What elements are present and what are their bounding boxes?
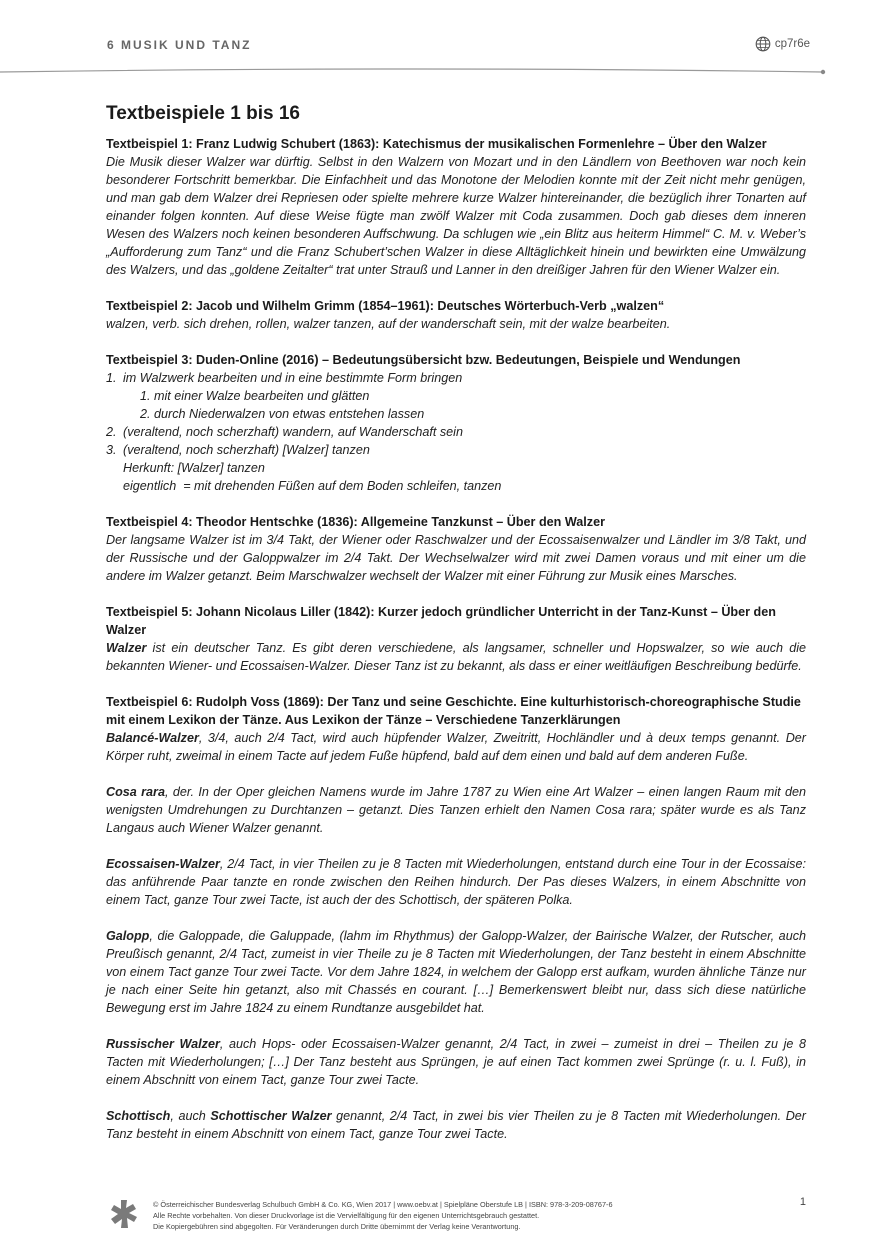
example-heading: Textbeispiel 5: Johann Nicolaus Liller (1842): Kurzer jedoch gründlicher Unterricht in der Tanz-Kunst – Über den Walzer <box>106 605 776 637</box>
online-code-text: cp7r6e <box>774 38 810 50</box>
text-example-2 <box>106 297 806 333</box>
entry-term: Ecossaisen-Walzer <box>106 857 220 871</box>
text-example-6 <box>106 693 806 1143</box>
lexicon-entry: Galopp, die Galoppade, die Galuppade, (lahm im Rhythmus) der Galopp-Walzer, der Bairische Walzer, der Rutscher, auch Preußisch genannt, 2/4 Tact, zumeist in vier Theile zu je 8 Tacten mit Wiederholungen, der Tanz besteht in einem Abschnitte von einem Tact ganze Tour zwei Tacte. Vor dem Jahre 1824, in welchem der Galopp erst aufkam, wurden ähnliche Tänze nur je nach einer Seite hin getanzt, also mit Chassés en courant. […] Bemerkenswert bleibt nur, dass sich diese natürliche Bewegung erst im Jahre 1824 zu einem Rundtanze ausgebildet hat. <box>106 929 806 1015</box>
copyright-notice: © Österreichischer Bundesverlag Schulbuch GmbH & Co. KG, Wien 2017 | www.oebv.at | Spielpläne Oberstufe LB | ISBN: 978-3-209-08767-6 Alle Rechte vorbehalten. Von dieser Druckvorlage ist die Vervielfältigung für den eigenen Unterrichtsgebrauch gestattet. Die Kopiergebühren sind abgegolten. Für Veränderungen durch Dritte übernimmt der Verlag keine Verantwortung. <box>153 1200 613 1231</box>
entry-term: Balancé-Walzer <box>106 731 199 745</box>
text-example-5 <box>106 603 806 675</box>
entry-term: Walzer <box>106 641 147 655</box>
list-item: 2. (veraltend, noch scherzhaft) wandern, auf Wanderschaft sein <box>106 425 463 439</box>
example-body: Walzer ist ein deutscher Tanz. Es gibt deren verschiedene, als langsamer, schneller und Hopswalzer, so wie auch die bekannten Wiener- und Ecossaisen-Walzer. Dieser Tanz ist zu bekannt, als dass er einer weitläufigen Beschreibung bedürfe. <box>106 641 806 673</box>
lexicon-entry: Cosa rara, der. In der Oper gleichen Namens wurde im Jahre 1787 zu Wien eine Art Walzer – einen langen Raum mit den wenigsten Umdrehungen zu Durchtanzen – getanzt. Dies Tanzen erhielt den Namen Cosa rara; später wurde es als Tanz Langaus auch Wiener Walzer genannt. <box>106 785 806 835</box>
example-heading: Textbeispiel 1: Franz Ludwig Schubert (1863): Katechismus der musikalischen Formenlehre – Über den Walzer <box>106 137 767 151</box>
list-item: 3. (veraltend, noch scherzhaft) [Walzer] tanzen <box>106 443 370 457</box>
page-number: 1 <box>799 1196 806 1208</box>
example-body: Die Musik dieser Walzer war dürftig. Selbst in den Walzern von Mozart und in den Ländlern von Beethoven war noch kein besonderer Fortschritt bemerkbar. Die Einfachheit und das Monotone der Melodien konnte mit der Zeit nicht mehr genügen, und man gab dem Walzer drei Repriesen oder spielte mehrere kurze Walzer hintereinander, die bezüglich ihrer Tonarten auf einander folgen konnten. Auf diese Weise fügte man zwölf Walzer mit Coda zusammen. Doch gab dieses dem inneren Wesen des Walzers noch keinen besonderen Auffschwung. Da schlugen wie „ein Blitz aus heiterm Himmel“ C. M. v. Weber’s „Aufforderung zum Tanz“ und die Franz Schubert’schen Walzer in diese Alltäglichkeit hinein und bewirkten eine Umwälzung des Walzers, und das „goldene Zeitalter“ trat unter Strauß und Lanner in den dreißiger Jahren für den Wiener Walzer ein. <box>106 155 806 277</box>
list-item: 1. im Walzwerk bearbeiten und in eine bestimmte Form bringen <box>106 371 463 385</box>
entry-term: Cosa rara <box>106 785 165 799</box>
online-code[interactable] <box>755 36 810 52</box>
example-body: Der langsame Walzer ist im 3/4 Takt, der Wiener oder Raschwalzer und der Ecossaisenwalzer und Ländler im 3/8 Takt, und der Russische und der Galoppwalzer im 2/4 Takt. Der Wechselwalzer wird mit zwei Damen voraus und mit einer um die andere im Walzer getanzt. Beim Marschwalzer wechselt der Walzer mit einer Führung zur Musik eines Marsches. <box>106 533 806 583</box>
definition-list <box>106 369 806 495</box>
text-example-3 <box>106 351 806 495</box>
list-subitem: 1. mit einer Walze bearbeiten und glätten <box>140 389 370 403</box>
lexicon-entry: Schottisch, auch Schottischer Walzer genannt, 2/4 Tact, in zwei bis vier Theilen zu je 8 Tacten mit Wiederholungen. Der Tanz besteht in einem Abschnitt von einem Tact, ganze Tour zwei Tacte. <box>106 1109 806 1141</box>
entry-term: Schottischer Walzer <box>210 1109 332 1123</box>
text-example-1 <box>106 135 806 279</box>
page-title: Textbeispiele 1 bis 16 <box>106 103 300 124</box>
chapter-label: 6 MUSIK UND TANZ <box>107 38 252 52</box>
entry-term: Galopp <box>106 929 150 943</box>
lexicon-entry: Balancé-Walzer, 3/4, auch 2/4 Tact, wird auch hüpfender Walzer, Zweitritt, Hochländler und à deux temps genannt. Der Körper ruht, zweimal in einem Tacte auf jedem Fuße hüpfend, bald auf dem einen und bald auf dem anderen Fuße. <box>106 731 806 763</box>
publisher-logo-icon <box>108 1198 140 1230</box>
example-heading: Textbeispiel 6: Rudolph Voss (1869): Der Tanz und seine Geschichte. Eine kulturhistorisch-choreographische Studie mit einem Lexikon der Tänze. Aus Lexikon der Tänze – Verschiedene Tanzerklärungen <box>106 695 801 727</box>
example-body: walzen, verb. sich drehen, rollen, walzer tanzen, auf der wanderschaft sein, mit der walze bearbeiten. <box>106 317 671 331</box>
lexicon-entry: Ecossaisen-Walzer, 2/4 Tact, in vier Theilen zu je 8 Tacten mit Wiederholungen, entstand durch eine Tour in der Ecossaise: das anführende Paar tanzte en ronde zwischen den Reihen hindurch. Der Pas dieses Walzers, in einem Abschnitte von einem Tact, ganze Tour zwei Tacte, ist auch der des Schottisch, der späteren Polka. <box>106 857 806 907</box>
example-heading: Textbeispiel 3: Duden-Online (2016) – Bedeutungsübersicht bzw. Bedeutungen, Beispiele und Wendungen <box>106 353 741 367</box>
entry-term: Russischer Walzer <box>106 1037 220 1051</box>
header-rule <box>0 60 890 80</box>
example-heading: Textbeispiel 2: Jacob und Wilhelm Grimm (1854–1961): Deutsches Wörterbuch-Verb „walzen“ <box>106 299 665 313</box>
page-header <box>0 0 890 80</box>
text-example-4 <box>106 513 806 585</box>
list-subitem: Herkunft: [Walzer] tanzen <box>123 461 265 475</box>
entry-term: Schottisch <box>106 1109 171 1123</box>
example-heading: Textbeispiel 4: Theodor Hentschke (1836): Allgemeine Tanzkunst – Über den Walzer <box>106 515 605 529</box>
globe-icon <box>755 36 771 52</box>
lexicon-entry: Russischer Walzer, auch Hops- oder Ecossaisen-Walzer genannt, 2/4 Tact, in zwei – zumeist in drei – Theilen zu je 8 Tacten mit Wiederholungen; […] Der Tanz besteht aus Sprüngen, je auf einen Tact kommen zwei Sprünge (r. u. l. Fuß), in einem Abschnitt von einem Tact, ganze Tour zwei Tacte. <box>106 1037 806 1087</box>
list-subitem: eigentlich = mit drehenden Füßen auf dem Boden schleifen, tanzen <box>123 479 502 493</box>
main-content <box>106 102 806 1143</box>
list-subitem: 2. durch Niederwalzen von etwas entstehen lassen <box>140 407 425 421</box>
